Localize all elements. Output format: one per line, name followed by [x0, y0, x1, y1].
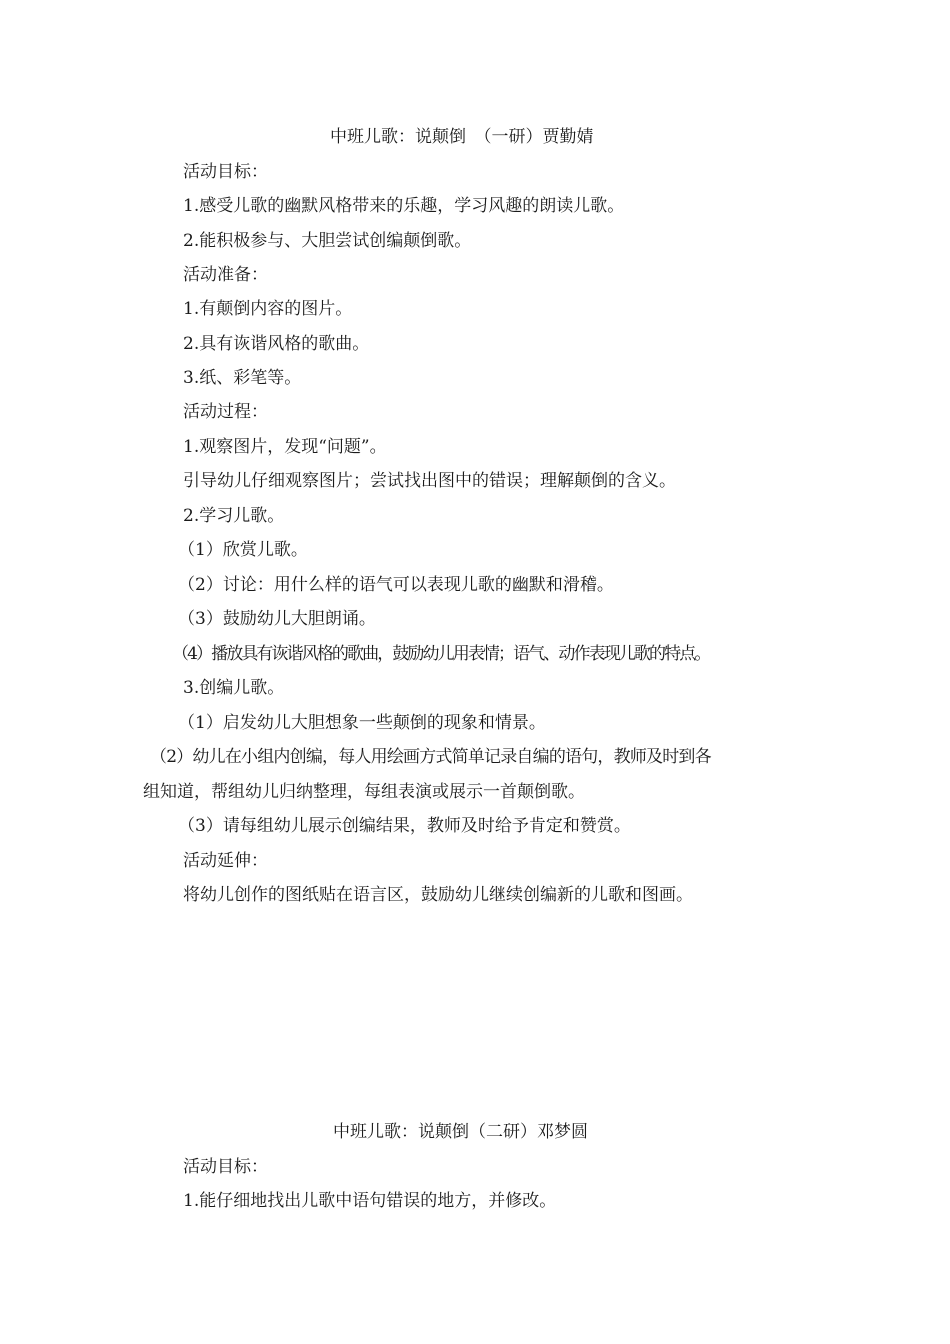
step-3-2-line2: 组知道，帮组幼儿归纳整理，每组表演或展示一首颠倒歌。 — [143, 782, 585, 802]
step-2-1: （1）欣赏儿歌。 — [178, 540, 308, 560]
section2-goal-heading: 活动目标： — [183, 1157, 268, 1177]
prep-heading: 活动准备： — [183, 265, 268, 285]
ext-item-1: 将幼儿创作的图纸贴在语言区，鼓励幼儿继续创编新的儿歌和图画。 — [183, 885, 693, 905]
goal-item-2: 2.能积极参与、大胆尝试创编颠倒歌。 — [183, 231, 472, 251]
step-2: 2.学习儿歌。 — [183, 506, 285, 526]
ext-heading: 活动延伸： — [183, 851, 268, 871]
prep-item-2: 2.具有诙谐风格的歌曲。 — [183, 334, 370, 354]
prep-item-1: 1.有颠倒内容的图片。 — [183, 299, 353, 319]
section1-title: 中班儿歌：说颠倒 （一研）贾勤婧 — [330, 127, 594, 147]
goal-heading: 活动目标： — [183, 162, 268, 182]
prep-item-3: 3.纸、彩笔等。 — [183, 368, 302, 388]
step-2-3: （3）鼓励幼儿大胆朗诵。 — [178, 609, 376, 629]
step-3-1: （1）启发幼儿大胆想象一些颠倒的现象和情景。 — [178, 713, 546, 733]
step-3: 3.创编儿歌。 — [183, 678, 285, 698]
step-2-4: （4）播放具有诙谐风格的歌曲，鼓励幼儿用表情；语气、动作表现儿歌的特点。 — [172, 644, 710, 664]
step-1: 1.观察图片，发现“问题”。 — [183, 437, 387, 457]
section2-title: 中班儿歌：说颠倒（二研）邓梦圆 — [333, 1122, 588, 1142]
goal-item-1: 1.感受儿歌的幽默风格带来的乐趣，学习风趣的朗读儿歌。 — [183, 196, 625, 216]
step-1-detail: 引导幼儿仔细观察图片；尝试找出图中的错误；理解颠倒的含义。 — [183, 471, 676, 491]
section2-goal-item-1: 1.能仔细地找出儿歌中语句错误的地方，并修改。 — [183, 1191, 557, 1211]
process-heading: 活动过程： — [183, 402, 268, 422]
step-2-2: （2）讨论：用什么样的语气可以表现儿歌的幽默和滑稽。 — [178, 575, 614, 595]
step-3-3: （3）请每组幼儿展示创编结果，教师及时给予肯定和赞赏。 — [178, 816, 631, 836]
step-3-2-line1: （2）幼儿在小组内创编，每人用绘画方式简单记录自编的语句，教师及时到各 — [150, 747, 711, 767]
